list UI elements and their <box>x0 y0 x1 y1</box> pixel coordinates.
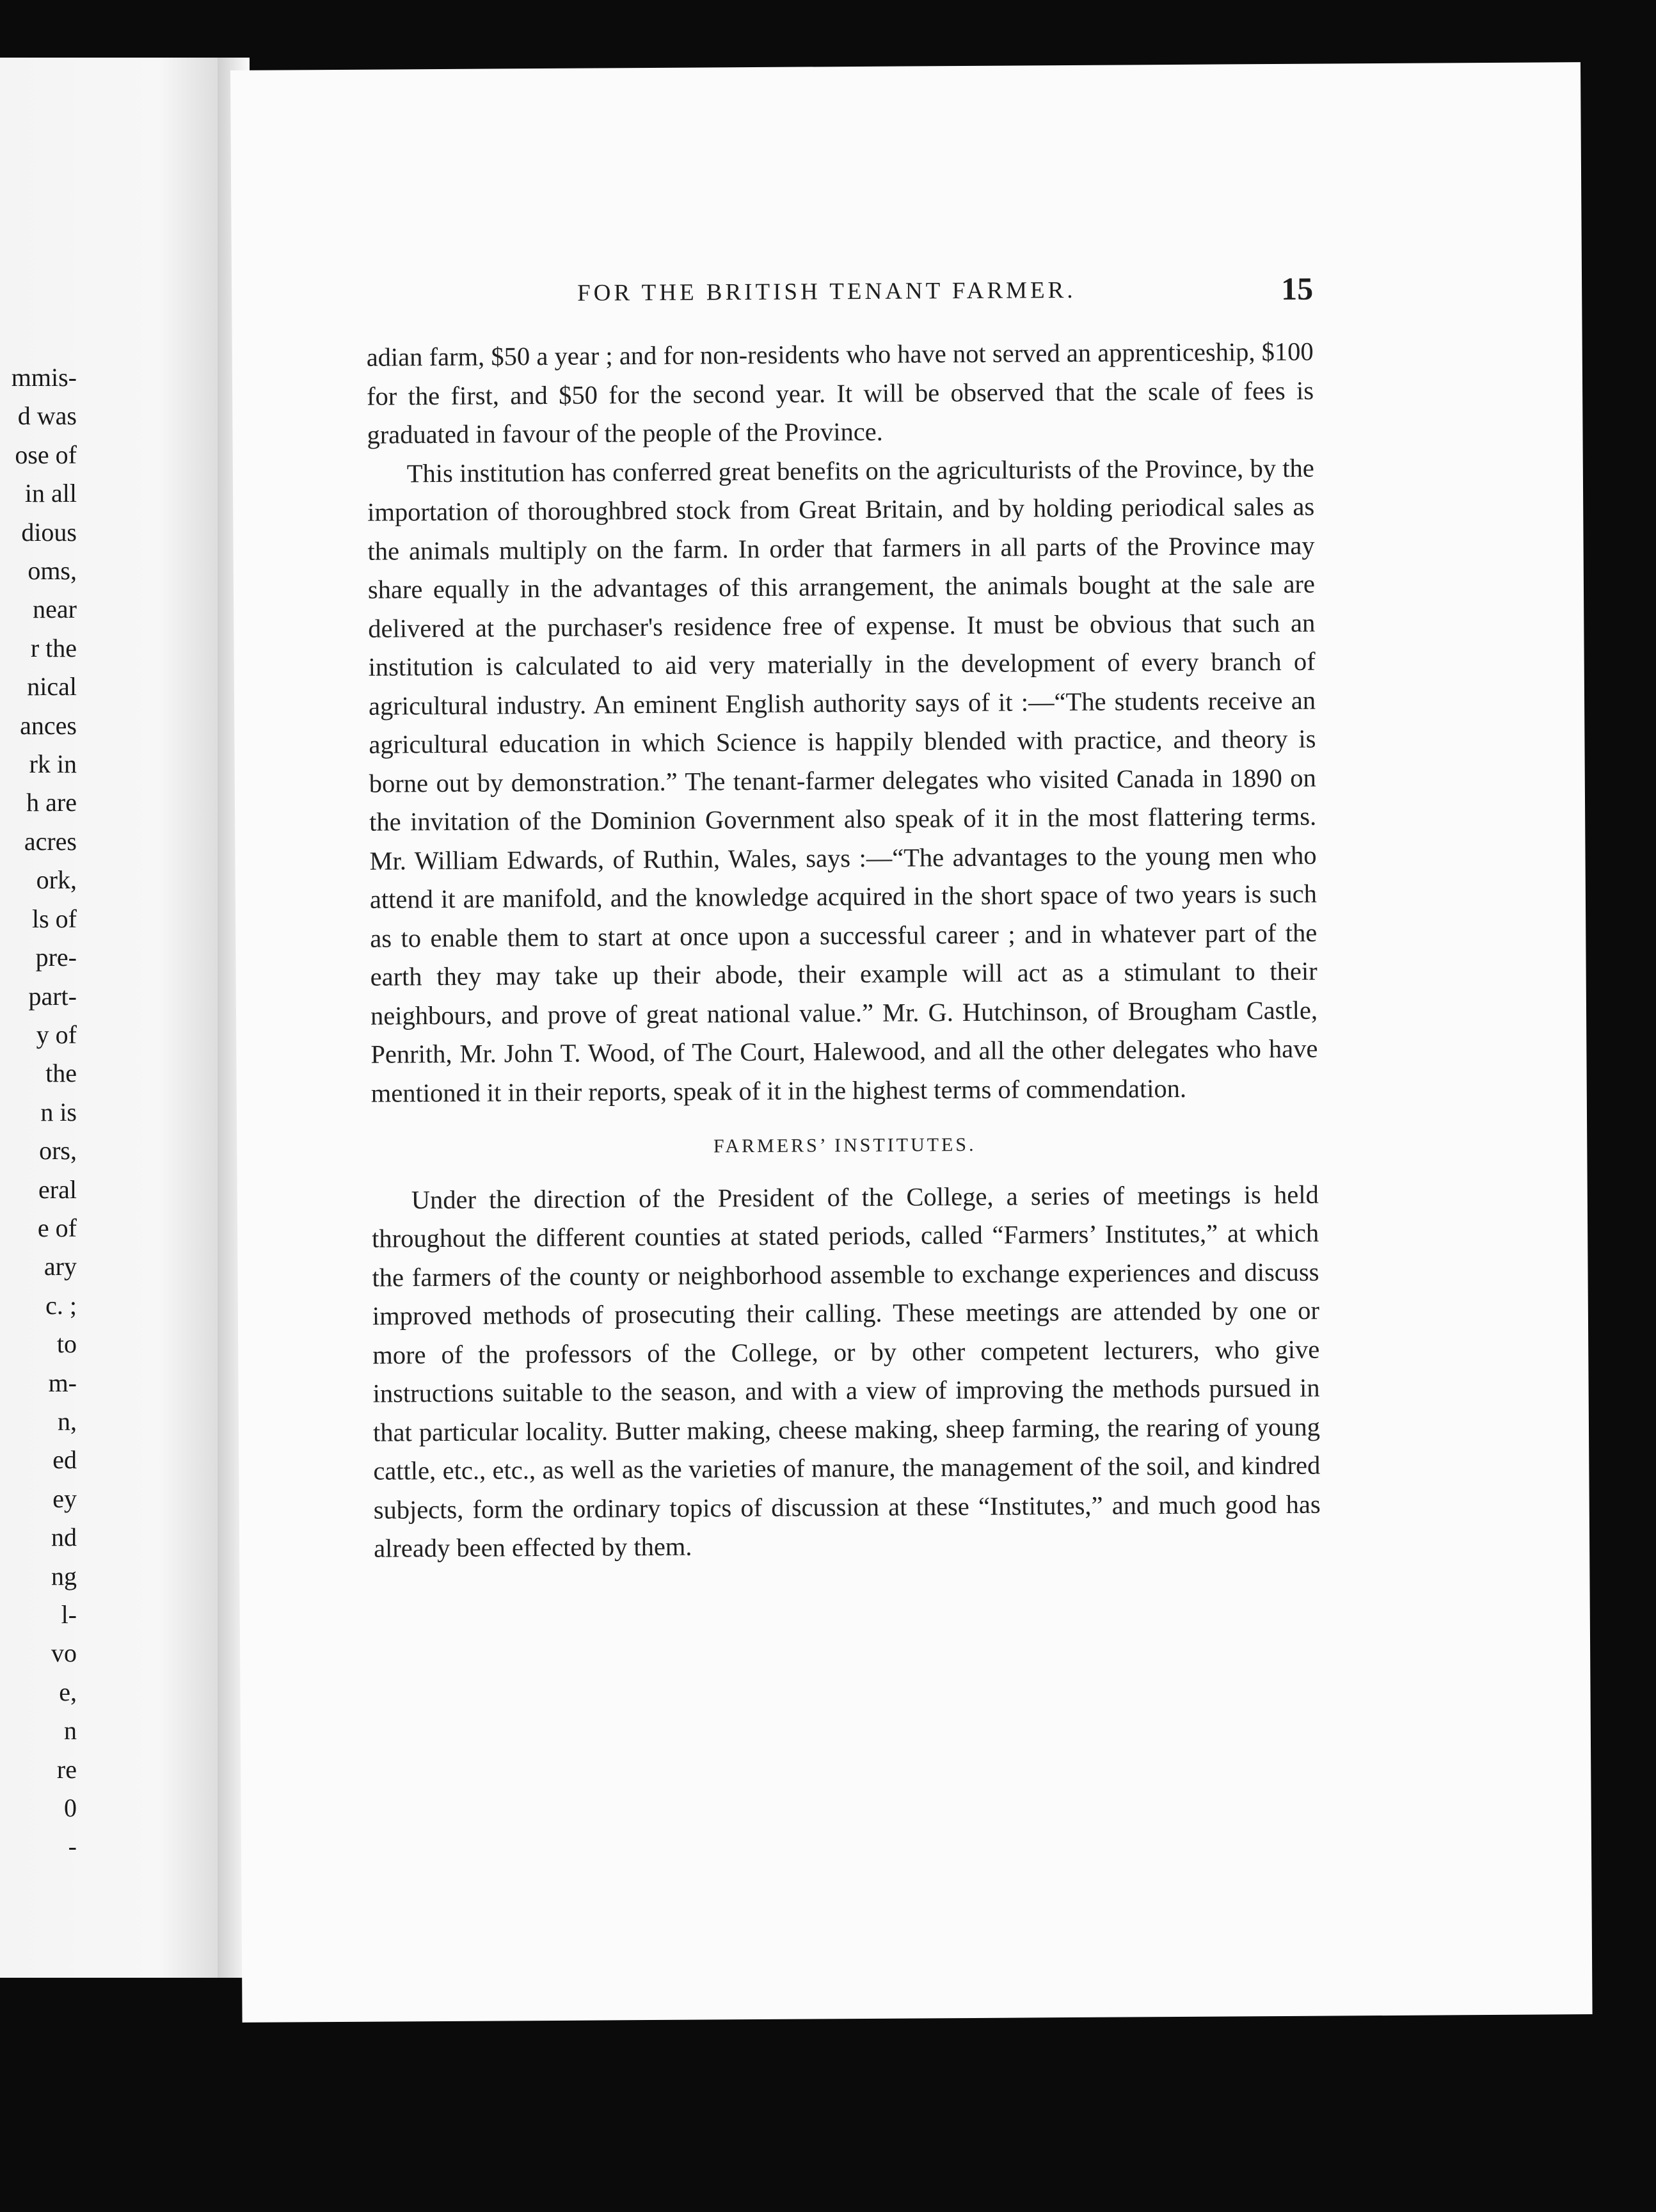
left-page-line: acres <box>24 826 77 856</box>
running-title: FOR THE BRITISH TENANT FARMER. <box>577 276 1076 307</box>
left-page-line: ances <box>20 710 77 740</box>
left-page-line: near <box>33 595 77 624</box>
left-page-line: in all <box>24 479 77 508</box>
left-page-line: ary <box>44 1252 77 1281</box>
left-page-line: n, <box>58 1406 77 1436</box>
section-heading: FARMERS’ INSTITUTES. <box>713 1134 976 1157</box>
left-page-line: part- <box>28 981 77 1011</box>
left-page-line: the <box>45 1059 77 1088</box>
left-page-line: dious <box>21 517 77 547</box>
left-page-line: re <box>56 1754 77 1784</box>
left-page-line: to <box>56 1329 77 1359</box>
running-head <box>232 270 1582 326</box>
left-page-line: vo <box>51 1639 77 1668</box>
left-page-line: r the <box>30 633 77 662</box>
left-page-line: rk in <box>29 749 77 779</box>
left-page-line: ls of <box>32 904 77 933</box>
left-page-line: eral <box>38 1174 77 1204</box>
left-page-line: e, <box>59 1677 77 1706</box>
left-page-line: ork, <box>36 865 77 895</box>
paragraph-continued: adian farm, $50 a year ; and for non-residents who have not served an apprenticeship, $100 for the first, and $50 for the second year. It will be observed that the scale of fees is graduated in favour of the people of the Province. <box>366 337 1314 449</box>
paragraph-institution-benefits: This institution has conferred great benefits on the agriculturists of the Province, by the importation of thoroughbred stock from Great Britain, and by holding periodical sales as the animals multiply on the farm. In order that farmers in all parts of the Province may share equally in the advantages of this arrangement, the animals bought at the sale are delivered at the purchaser's residence free of expense. It must be obvious that such an institution is calculated to aid very materially in the development of every branch of agricultural industry. An eminent English authority says of it :—“The students receive an agricultural education in which Science is happily blended with practice, and theory is borne out by demonstration.” The tenant-farmer delegates who visited Canada in 1890 on the invitation of the Dominion Government also speak of it in the most flattering terms. Mr. William Edwards, of Ruthin, Wales, says :—“The advantages to the young men who attend it are manifold, and the knowledge acquired in the short space of two years is such as to enable them to start at once upon a successful career ; and in whatever part of the earth they may take up their abode, their example will act as a stimulant to their neighbours, and prove of great national value.” Mr. G. Hutchinson, of Brougham Castle, Penrith, Mr. John T. Wood, of The Court, Halewood, and all the other delegates who have mentioned it in their reports, speak of it in the highest terms of commendation. <box>367 453 1318 1108</box>
left-page-line: e of <box>37 1213 77 1242</box>
left-page-line: mmis- <box>11 363 77 392</box>
left-page-line: l- <box>61 1600 77 1629</box>
left-page-text-fragments <box>12 358 77 1866</box>
left-page-line: d was <box>17 401 77 431</box>
left-page-line: oms, <box>28 556 77 586</box>
left-page-line: n is <box>40 1097 77 1126</box>
left-facing-page <box>0 58 227 1978</box>
left-page-line: ng <box>51 1561 77 1591</box>
page-number: 15 <box>1280 270 1314 307</box>
left-page-line: ors, <box>39 1136 77 1166</box>
left-page-line: nical <box>27 672 77 701</box>
left-page-line: ey <box>52 1484 77 1513</box>
left-page-line: - <box>68 1832 77 1861</box>
left-page-line: c. ; <box>45 1290 77 1320</box>
page-body <box>367 333 1321 1569</box>
left-page-line: ed <box>52 1445 77 1475</box>
left-page-line: m- <box>48 1368 77 1397</box>
book-page <box>230 62 1593 2023</box>
left-page-line: n <box>64 1716 77 1745</box>
left-page-line: pre- <box>35 943 77 972</box>
paragraph-farmers-institutes: Under the direction of the President of the College, a series of meetings is held throughout the different counties at stated periods, called “Farmers’ Institutes,” at which the farmers of the county or neighborhood assemble to exchange experiences and discuss improved methods of prosecuting their calling. These meetings are attended by one or more of the professors of the College, or by other competent lecturers, who give instructions suitable to the season, and with a view of improving the methods pursued in that particular locality. Butter making, cheese making, sheep farming, the rearing of young cattle, etc., etc., as well as the varieties of manure, the management of the soil, and kindred subjects, form the ordinary topics of discussion at these “Institutes,” and much good has already been effected by them. <box>372 1180 1321 1563</box>
left-page-line: h are <box>26 788 77 817</box>
left-page-line: y of <box>36 1020 77 1049</box>
left-page-line: nd <box>51 1523 77 1552</box>
left-page-line: 0 <box>64 1793 77 1823</box>
left-page-line: ose of <box>15 440 77 469</box>
